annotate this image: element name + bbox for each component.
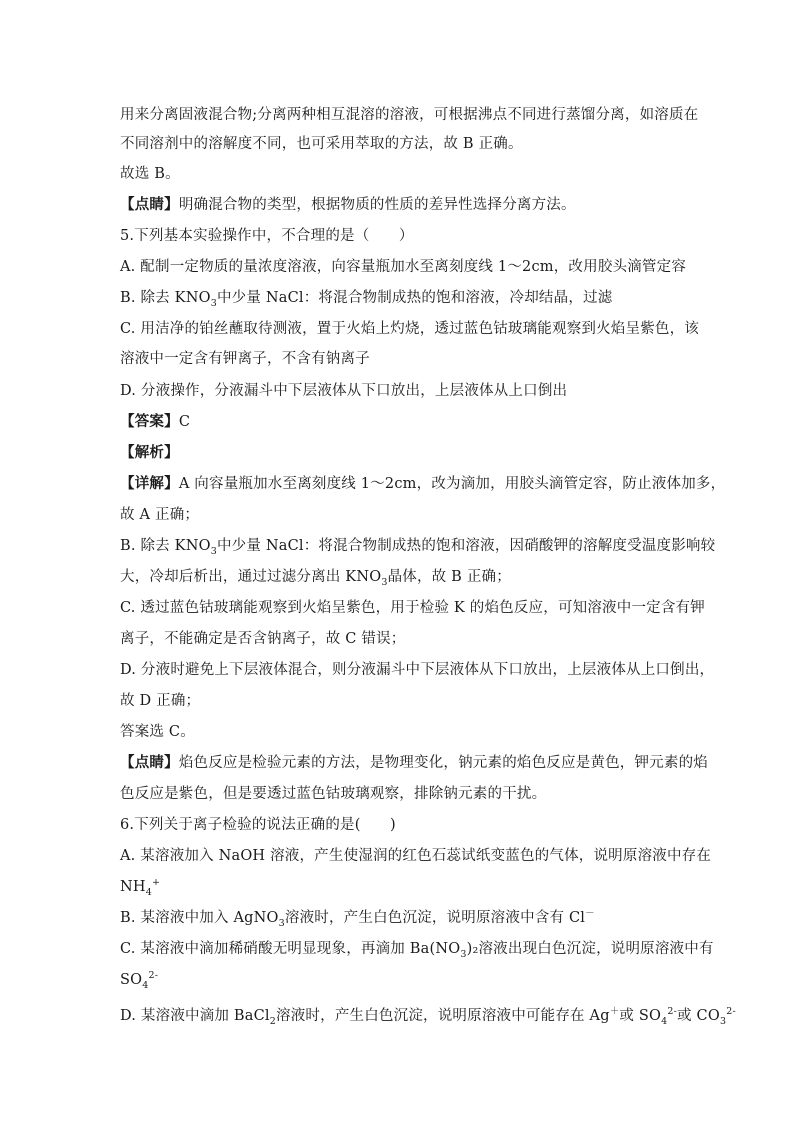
subscript: 3 bbox=[210, 297, 217, 309]
tip-line-cont: 色反应是紫色，但是要透过蓝色钴玻璃观察，排除钠元素的干扰。 bbox=[120, 786, 547, 802]
subscript: 4 bbox=[142, 979, 149, 991]
option-a-cont bbox=[120, 878, 690, 896]
option-c bbox=[120, 940, 714, 960]
conclusion: 答案选 C。 bbox=[120, 724, 195, 740]
option-b-text: B. 某溶液中加入 AgNO bbox=[120, 910, 279, 926]
option-b bbox=[120, 909, 690, 927]
subscript: 3 bbox=[460, 948, 467, 960]
subscript: 2 bbox=[269, 1015, 277, 1027]
option-c: C. 用洁净的铂丝蘸取待测液，置于火焰上灼烧，透过蓝色钴玻璃能观察到火焰呈紫色，该 bbox=[120, 321, 699, 337]
question-stem: 5.下列基本实验操作中，不合理的是（ ） bbox=[120, 228, 414, 244]
detail-d: D. 分液时避免上下层液体混合，则分液漏斗中下层液体从下口放出，上层液体从上口倒出， bbox=[120, 662, 715, 678]
detail-a-text: A 向容量瓶加水至离刻度线 1～2cm，改为滴加，用胶头滴管定容，防止液体加多， bbox=[178, 476, 726, 492]
option-d-text: 或 CO bbox=[677, 1008, 720, 1024]
detail-d-cont: 故 D 正确； bbox=[120, 693, 201, 709]
option-c-cont: 溶液中一定含有钾离子，不含有钠离子 bbox=[120, 351, 370, 367]
subscript: 4 bbox=[661, 1015, 668, 1027]
detail-a bbox=[120, 475, 726, 493]
paragraph-line: 不同溶剂中的溶解度不同，也可采用萃取的方法，故 B 正确。 bbox=[120, 136, 523, 152]
formula-text: NH bbox=[120, 879, 146, 895]
option-d-text: 溶液时，产生白色沉淀，说明原溶液中可能存在 Ag bbox=[276, 1008, 610, 1024]
option-a: A. 某溶液加入 NaOH 溶液，产生使湿润的红色石蕊试纸变蓝色的气体，说明原溶液中存在 bbox=[120, 848, 712, 864]
option-c-text: )₂溶液出现白色沉淀，说明原溶液中有 bbox=[466, 941, 714, 957]
option-b-text: B. 除去 KNO bbox=[120, 290, 211, 306]
subscript: 4 bbox=[145, 886, 152, 898]
subscript: 3 bbox=[210, 545, 217, 557]
detail-c: C. 透过蓝色钴玻璃能观察到火焰呈紫色，用于检验 K 的焰色反应，可知溶液中一定含有钾 bbox=[120, 600, 705, 616]
tip-tag: 【点睛】 bbox=[120, 754, 179, 771]
analysis-tag-text: 【解析】 bbox=[120, 444, 179, 461]
answer-value: C bbox=[178, 414, 191, 430]
detail-b-text: 晶体，故 B 正确； bbox=[387, 569, 511, 585]
option-c-cont bbox=[120, 971, 690, 989]
tip-text: 焰色反应是检验元素的方法，是物理变化，钠元素的焰色反应是黄色，钾元素的焰 bbox=[178, 755, 709, 771]
option-b-text: 中少量 NaCl：将混合物制成热的饱和溶液，冷却结晶，过滤 bbox=[216, 290, 613, 306]
detail-b-text: 大，冷却后析出，通过过滤分离出 KNO bbox=[120, 569, 382, 585]
tip-tag: 【点睛】 bbox=[120, 196, 179, 213]
option-b-text: 溶液时，产生白色沉淀，说明原溶液中含有 Cl bbox=[284, 910, 586, 926]
tip-line bbox=[120, 754, 709, 772]
subscript: 3 bbox=[719, 1015, 727, 1027]
superscript: － bbox=[585, 908, 595, 920]
superscript: 2- bbox=[148, 970, 159, 982]
question-stem: 6.下列关于离子检验的说法正确的是( ) bbox=[120, 817, 396, 833]
option-d-text: 或 SO bbox=[619, 1008, 662, 1024]
superscript: 2- bbox=[726, 1006, 736, 1018]
superscript: ＋ bbox=[609, 1006, 620, 1018]
answer-line bbox=[120, 413, 690, 431]
paragraph-line: 故选 B。 bbox=[120, 166, 180, 182]
option-d: D. 分液操作，分液漏斗中下层液体从下口放出，上层液体从上口倒出 bbox=[120, 383, 568, 399]
answer-tag: 【答案】 bbox=[120, 413, 179, 430]
detail-tag: 【详解】 bbox=[120, 475, 179, 492]
tip-line bbox=[120, 196, 690, 214]
subscript: 3 bbox=[278, 917, 285, 929]
detail-a-cont: 故 A 正确； bbox=[120, 507, 200, 523]
detail-b-text: 中少量 NaCl：将混合物制成热的饱和溶液，因硝酸钾的溶解度受温度影响较 bbox=[216, 538, 716, 554]
formula-text: SO bbox=[120, 972, 143, 988]
option-b bbox=[120, 289, 690, 307]
analysis-tag bbox=[120, 444, 690, 462]
superscript: + bbox=[151, 877, 161, 889]
subscript: 3 bbox=[381, 576, 388, 588]
tip-text: 明确混合物的类型，根据物质的性质的差异性选择分离方法。 bbox=[178, 197, 576, 213]
detail-b-cont bbox=[120, 568, 690, 586]
paragraph-line: 用来分离固液混合物;分离两种相互混溶的溶液，可根据沸点不同进行蒸馏分离，如溶质在 bbox=[120, 107, 699, 123]
detail-b bbox=[120, 537, 716, 557]
detail-b-text: B. 除去 KNO bbox=[120, 538, 211, 554]
option-d bbox=[120, 1006, 736, 1027]
option-a: A. 配制一定物质的量浓度溶液，向容量瓶加水至离刻度线 1～2cm，改用胶头滴管定容 bbox=[120, 259, 687, 275]
option-d-text: D. 某溶液中滴加 BaCl bbox=[120, 1008, 270, 1024]
superscript: 2- bbox=[667, 1006, 678, 1018]
detail-c-cont: 离子，不能确定是否含钠离子，故 C 错误； bbox=[120, 631, 406, 647]
option-c-text: C. 某溶液中滴加稀硝酸无明显现象，再滴加 Ba(NO bbox=[120, 941, 461, 957]
